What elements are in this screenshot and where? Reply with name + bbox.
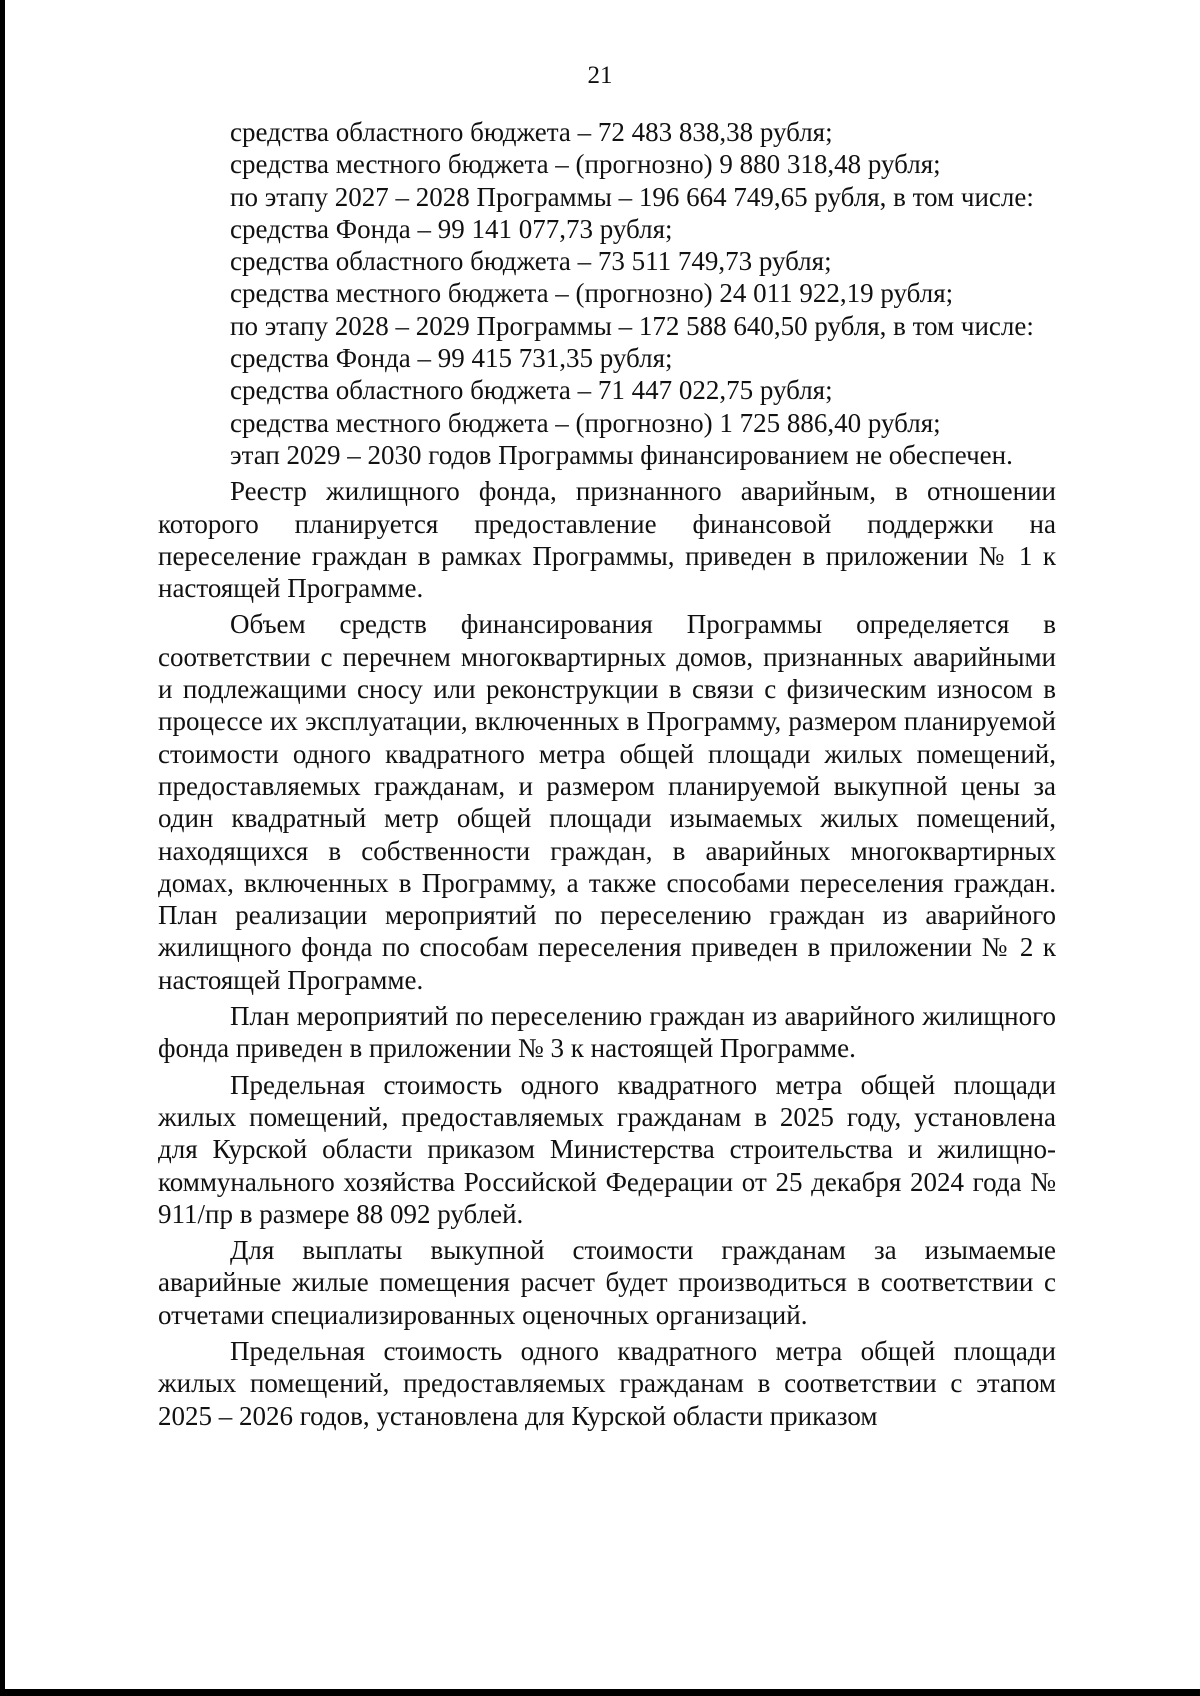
paragraph-buyout-payment: Для выплаты выкупной стоимости гражданам за изымаемые аварийные жилые помещения расчет будет производиться в соответствии с отчетами специализированных оценочных организаций.	[158, 1235, 1056, 1330]
paragraph-price-stage-2025-2026: Предельная стоимость одного квадратного метра общей площади жилых помещений, предоставляемых гражданам в соответствии с этапом 2025 – 2026 годов, установлена для Курской области приказом	[158, 1335, 1056, 1431]
paragraph-resettlement-plan: План мероприятий по переселению граждан из аварийного жилищного фонда приведен в приложении № 3 к настоящей Программе.	[158, 1001, 1056, 1064]
scan-edge-bottom	[0, 1689, 1200, 1696]
paragraph-local-budget-2029: средства местного бюджета – (прогнозно) 1 725 886,40 рубля;	[230, 407, 941, 438]
paragraph-stage-2029-2030: этап 2029 – 2030 годов Программы финансированием не обеспечен.	[230, 439, 1013, 470]
paragraph-financing-volume: Объем средств финансирования Программы определяется в соответствии с перечнем многоквартирных домов, признанных аварийными и подлежащими сносу или реконструкции в связи с физическим износом в процессе их эксплуатации, включенных в Программу, размером планируемой стоимости одного квадратного метра общей площади жилых помещений, предоставляемых гражданам, и размером планируемой выкупной цены за один квадратный метр общей площади изымаемых жилых помещений, находящихся в собственности граждан, в аварийных многоквартирных домах, включенных в Программу, а также способами переселения граждан. План реализации мероприятий по переселению граждан из аварийного жилищного фонда по способам переселения приведен в приложении № 2 к настоящей Программе.	[158, 609, 1056, 995]
page-number: 21	[587, 62, 613, 89]
paragraph-price-2025: Предельная стоимость одного квадратного метра общей площади жилых помещений, предоставляемых гражданам в 2025 году, установлена для Курской области приказом Министерства строительства и жилищно-коммунального хозяйства Российской Федерации от 25 декабря 2024 года № 911/пр в размере 88 092 рублей.	[158, 1069, 1056, 1229]
paragraph-fund-2029: средства Фонда – 99 415 731,35 рубля;	[230, 343, 673, 374]
scan-edge-left	[0, 0, 5, 1696]
paragraph-local-budget-2026: средства местного бюджета – (прогнозно) 9 880 318,48 рубля;	[230, 149, 941, 180]
paragraph-regional-budget-2026: средства областного бюджета – 72 483 838,38 рубля;	[230, 117, 833, 147]
paragraph-registry: Реестр жилищного фонда, признанного аварийным, в отношении которого планируется предоставление финансовой поддержки на переселение граждан в рамках Программы, приведен в приложении № 1 к настоящей Программе.	[158, 476, 1056, 604]
paragraph-stage-2027-2028: по этапу 2027 – 2028 Программы – 196 664 749,65 рубля, в том числе:	[230, 181, 1034, 212]
paragraph-regional-budget-2028: средства областного бюджета – 73 511 749,73 рубля;	[230, 246, 832, 277]
paragraph-regional-budget-2029: средства областного бюджета – 71 447 022,75 рубля;	[230, 375, 833, 406]
paragraph-local-budget-2028: средства местного бюджета – (прогнозно) 24 011 922,19 рубля;	[230, 278, 954, 309]
paragraph-stage-2028-2029: по этапу 2028 – 2029 Программы – 172 588 640,50 рубля, в том числе:	[230, 310, 1034, 341]
paragraph-fund-2028: средства Фонда – 99 141 077,73 рубля;	[230, 213, 673, 244]
document-body	[158, 116, 1056, 1432]
